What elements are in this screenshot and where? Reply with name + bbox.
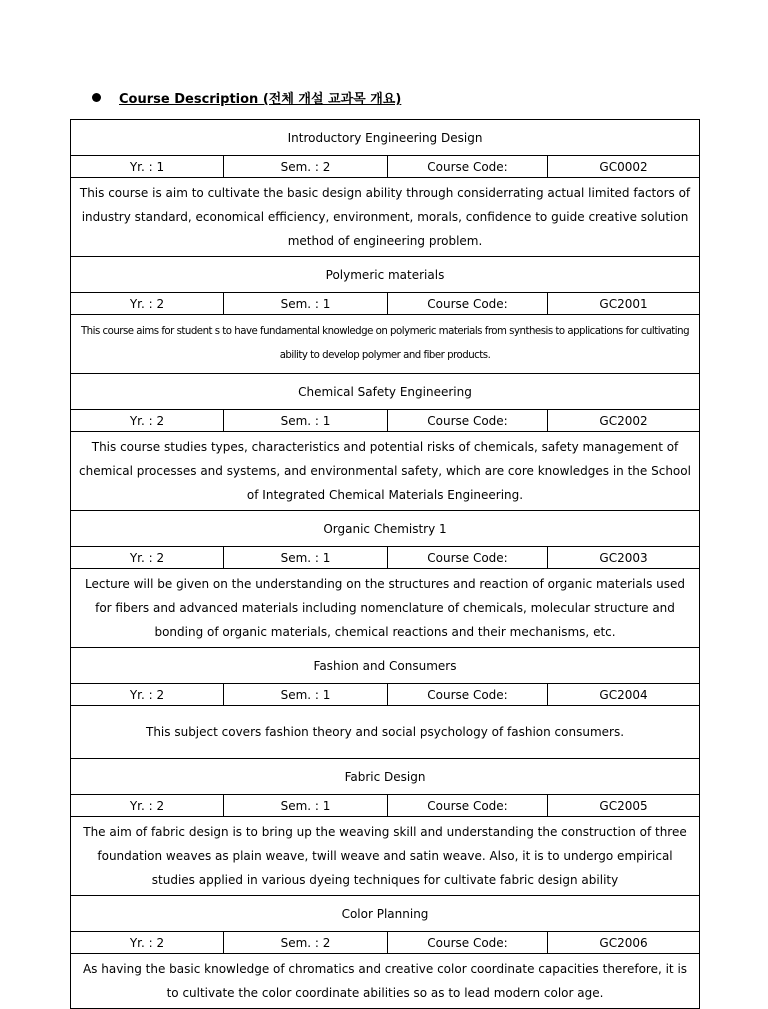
course-code-label: Course Code:	[388, 684, 548, 706]
course-code-label: Course Code:	[388, 795, 548, 817]
course-code-label: Course Code:	[388, 932, 548, 954]
course-semester: Sem. : 1	[224, 410, 388, 432]
course-description: As having the basic knowledge of chromatics and creative color coordinate capacities therefore, it is to cultivate the color coordinate abilities so as to lead modern color age.	[82, 962, 688, 1000]
course-semester: Sem. : 1	[224, 547, 388, 569]
course-code-label: Course Code:	[388, 547, 548, 569]
course-title: Introductory Engineering Design	[71, 120, 700, 156]
course-table	[70, 119, 700, 1009]
course-code: GC2001	[548, 293, 700, 315]
course-semester: Sem. : 1	[224, 795, 388, 817]
course-year: Yr. : 2	[71, 547, 224, 569]
course-year: Yr. : 2	[71, 932, 224, 954]
course-semester: Sem. : 1	[224, 293, 388, 315]
course-title: Fabric Design	[71, 759, 700, 795]
course-code: GC2006	[548, 932, 700, 954]
section-heading	[92, 88, 401, 107]
course-code-label: Course Code:	[388, 293, 548, 315]
course-title: Organic Chemistry 1	[71, 511, 700, 547]
course-code-label: Course Code:	[388, 410, 548, 432]
course-year: Yr. : 2	[71, 293, 224, 315]
course-semester: Sem. : 2	[224, 932, 388, 954]
course-semester: Sem. : 1	[224, 684, 388, 706]
course-year: Yr. : 1	[71, 156, 224, 178]
course-semester: Sem. : 2	[224, 156, 388, 178]
course-description: Lecture will be given on the understanding on the structures and reaction of organic materials used for fibers and advanced materials including nomenclature of chemicals, molecular structure and bonding of organic materials, chemical reactions and their mechanisms, etc.	[84, 577, 686, 639]
course-title: Polymeric materials	[71, 257, 700, 293]
course-title: Fashion and Consumers	[71, 648, 700, 684]
course-year: Yr. : 2	[71, 684, 224, 706]
course-title: Chemical Safety Engineering	[71, 374, 700, 410]
course-code: GC2002	[548, 410, 700, 432]
course-description: This course is aim to cultivate the basic design ability through considerrating actual limited factors of industry standard, economical efficiency, environment, morals, confidence to guide creative solution method of engineering problem.	[79, 186, 691, 248]
heading-text: Course Description (전체 개설 교과목 개요)	[119, 92, 402, 107]
course-code: GC2003	[548, 547, 700, 569]
course-year: Yr. : 2	[71, 795, 224, 817]
course-code: GC2004	[548, 684, 700, 706]
course-description: The aim of fabric design is to bring up the weaving skill and understanding the construction of three foundation weaves as plain weave, twill weave and satin weave. Also, it is to undergo empirical studies applied in various dyeing techniques for cultivate fabric design ability	[83, 825, 687, 887]
course-description: This course aims for student s to have fundamental knowledge on polymeric materials from synthesis to applications for cultivating ability to develop polymer and fiber products.	[80, 326, 690, 361]
course-description: This course studies types, characteristics and potential risks of chemicals, safety management of chemical processes and systems, and environmental safety, which are core knowledges in the School of Integrated Chemical Materials Engineering.	[79, 440, 691, 502]
course-code-label: Course Code:	[388, 156, 548, 178]
course-description: This subject covers fashion theory and social psychology of fashion consumers.	[146, 725, 625, 739]
course-code: GC0002	[548, 156, 700, 178]
bullet-icon	[92, 93, 101, 102]
course-code: GC2005	[548, 795, 700, 817]
course-title: Color Planning	[71, 896, 700, 932]
course-year: Yr. : 2	[71, 410, 224, 432]
